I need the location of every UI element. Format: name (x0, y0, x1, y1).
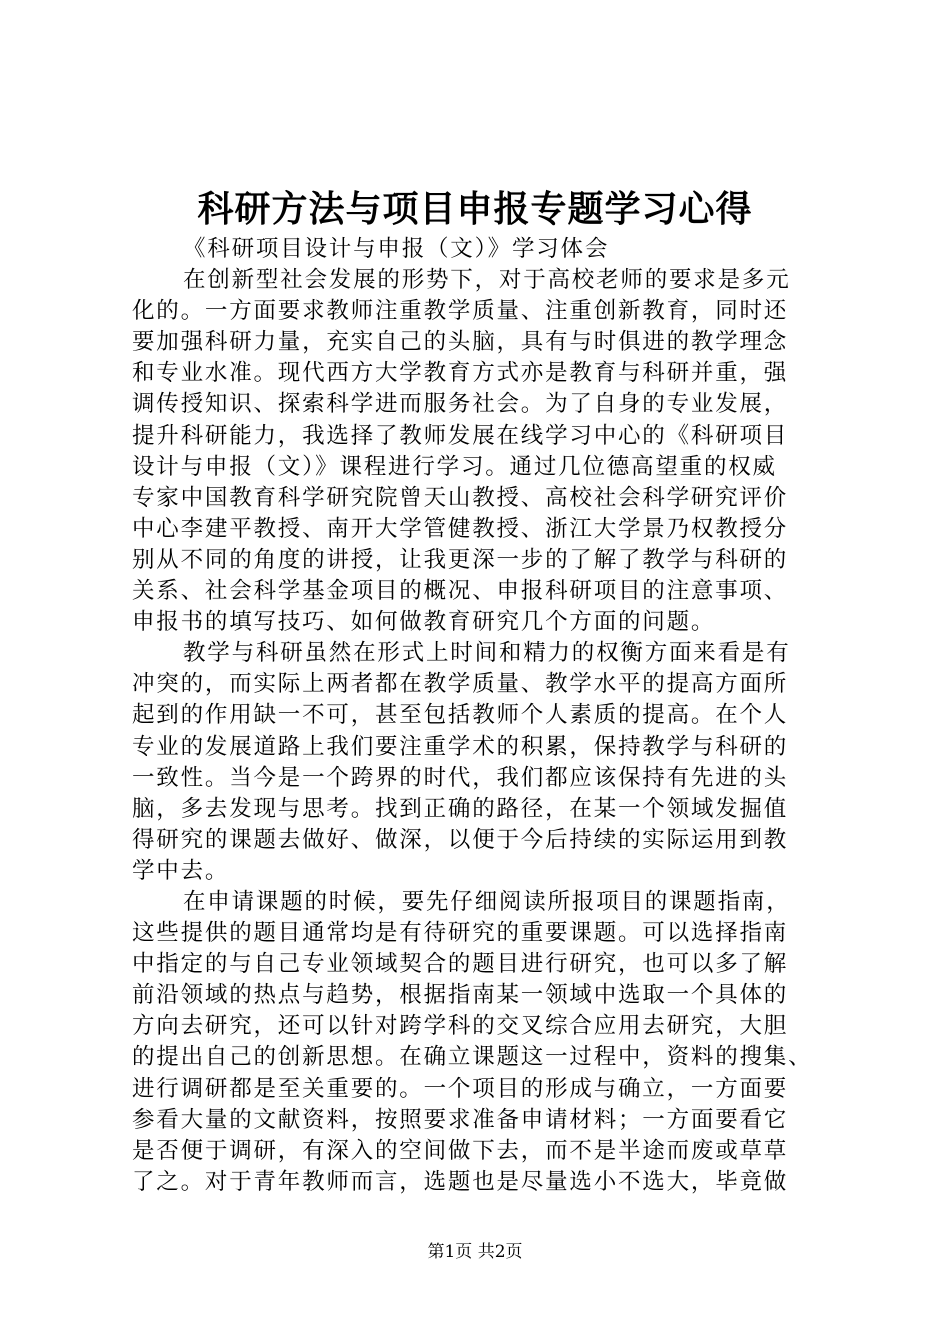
document-title: 科研方法与项目申报专题学习心得 (197, 188, 753, 230)
text-line: 进行调研都是至关重要的。一个项目的形成与确立，一方面要 (132, 1075, 789, 1102)
text-line: 得研究的课题去做好、做深，以便于今后持续的实际运用到教 (132, 826, 789, 853)
text-line: 在创新型社会发展的形势下，对于高校老师的要求是多元 (183, 267, 791, 294)
text-line: 一致性。当今是一个跨界的时代，我们都应该保持有先进的头 (132, 764, 789, 791)
page-number-footer: 第1页 共2页 (427, 1242, 523, 1262)
document-body (132, 234, 832, 1198)
text-line: 和专业水准。现代西方大学教育方式亦是教育与科研并重，强 (132, 360, 789, 387)
text-line: 学中去。 (132, 857, 230, 884)
paragraph-2 (132, 638, 832, 887)
text-line: 脑，多去发现与思考。找到正确的路径，在某一个领域发掘值 (132, 795, 789, 822)
paragraph-3 (132, 887, 832, 1198)
text-line: 参看大量的文献资料，按照要求准备申请材料；一方面要看它 (132, 1106, 789, 1133)
text-line: 的提出自己的创新思想。在确立课题这一过程中，资料的搜集、 (132, 1044, 813, 1071)
text-line: 在申请课题的时候，要先仔细阅读所报项目的课题指南， (183, 888, 791, 915)
text-line: 这些提供的题目通常均是有待研究的重要课题。可以选择指南 (132, 920, 789, 947)
text-line: 前沿领域的热点与趋势，根据指南某一领域中选取一个具体的 (132, 982, 789, 1009)
text-line: 冲突的，而实际上两者都在教学质量、教学水平的提高方面所 (132, 671, 789, 698)
text-line: 方向去研究，还可以针对跨学科的交叉综合应用去研究，大胆 (132, 1013, 789, 1040)
text-line: 是否便于调研，有深入的空间做下去，而不是半途而废或草草 (132, 1137, 789, 1164)
text-line: 中指定的与自己专业领域契合的题目进行研究，也可以多了解 (132, 951, 789, 978)
text-line: 中心李建平教授、南开大学管健教授、浙江大学景乃权教授分 (132, 515, 789, 542)
text-line: 化的。一方面要求教师注重教学质量、注重创新教育，同时还 (132, 298, 789, 325)
text-line: 申报书的填写技巧、如何做教育研究几个方面的问题。 (132, 609, 716, 636)
text-line: 别从不同的角度的讲授，让我更深一步的了解了教学与科研的 (132, 546, 789, 573)
text-line: 关系、社会科学基金项目的概况、申报科研项目的注意事项、 (132, 578, 789, 605)
text-line: 设计与申报（文）》课程进行学习。通过几位德高望重的权威 (132, 453, 777, 480)
text-line: 要加强科研力量，充实自己的头脑，具有与时俱进的教学理念 (132, 329, 789, 356)
text-line: 教学与科研虽然在形式上时间和精力的权衡方面来看是有 (183, 640, 791, 667)
text-line: 专业的发展道路上我们要注重学术的积累，保持教学与科研的 (132, 733, 789, 760)
text-line: 专家中国教育科学研究院曾天山教授、高校社会科学研究评价 (132, 484, 789, 511)
text-line: 提升科研能力，我选择了教师发展在线学习中心的《科研项目 (132, 422, 789, 449)
subtitle-paragraph (132, 234, 832, 265)
text-line: 了之。对于青年教师而言，选题也是尽量选小不选大，毕竟做 (132, 1168, 789, 1195)
text-line: 调传授知识、探索科学进而服务社会。为了自身的专业发展， (132, 391, 789, 418)
document-subtitle: 《科研项目设计与申报（文）》学习体会 (183, 236, 610, 262)
paragraph-1 (132, 265, 832, 638)
text-line: 起到的作用缺一不可，甚至包括教师个人素质的提高。在个人 (132, 702, 789, 729)
